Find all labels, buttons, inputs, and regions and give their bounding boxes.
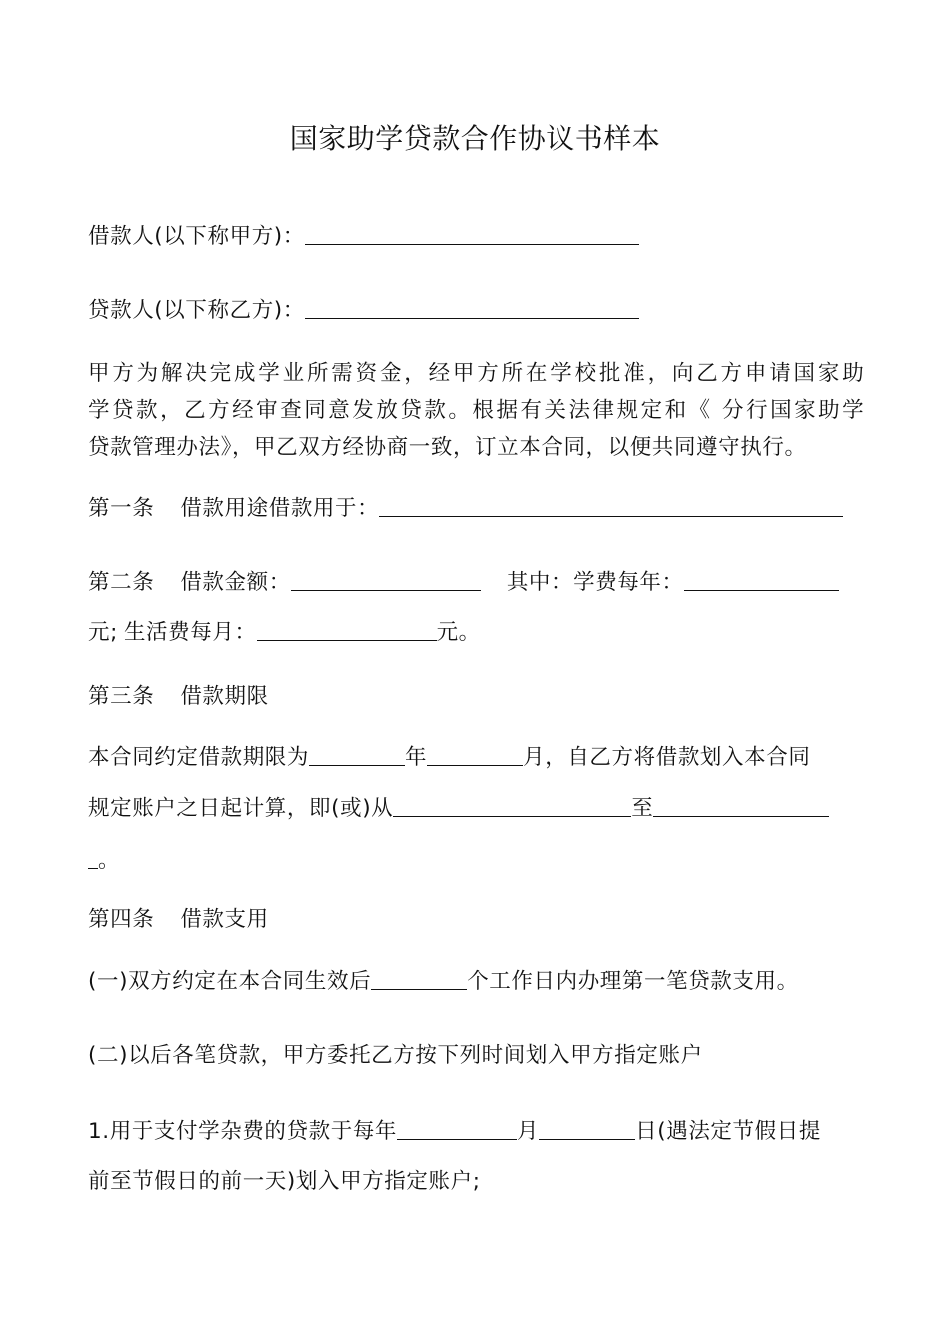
yuan-label: 元; [88,620,118,645]
article-4-sub-1 [88,1117,821,1147]
loan-amount-blank[interactable] [291,568,481,591]
tuition-label: 其中：学费每年： [506,570,684,595]
article-4-sub-1-cont: 前至节假日的前一天)划入甲方指定账户; [88,1169,481,1194]
borrower-blank[interactable] [305,222,639,245]
intro-line-1: 甲方为解决完成学业所需资金，经甲方所在学校批准，向乙方申请国家助 [88,361,864,386]
term-years-blank[interactable] [309,743,405,766]
borrower-label: 借款人(以下称甲方)： [88,224,305,249]
article-2-head: 第二条 [88,570,155,595]
sub-1-text-a: 1.用于支付学杂费的贷款于每年 [88,1119,398,1144]
item-1-text-b: 个工作日内办理第一笔贷款支用。 [467,969,799,994]
to-label: 至 [631,796,654,821]
item-1-text-a: (一)双方约定在本合同生效后 [88,969,372,994]
article-2-line-2 [88,618,481,648]
article-4-head: 第四条 [88,907,155,932]
from-date-blank[interactable] [393,794,631,817]
article-3-para-2 [88,794,829,824]
article-1-head: 第一条 [88,496,155,521]
article-4-heading [88,905,269,935]
living-label: 生活费每月： [123,620,257,645]
intro-line-2: 学贷款，乙方经审查同意发放贷款。根据有关法律规定和《 分行国家助学 [88,398,864,423]
lender-line [88,296,639,326]
loan-purpose-blank[interactable] [379,494,843,517]
year-label: 年 [405,745,428,770]
to-date-blank-cont[interactable] [88,846,98,869]
period-mark: 。 [98,848,121,873]
working-days-blank[interactable] [371,967,467,990]
lender-blank[interactable] [305,296,639,319]
document-title: 国家助学贷款合作协议书样本 [289,122,661,155]
article-1-text: 借款用途借款用于： [180,496,380,521]
yuan-end-label: 元。 [436,620,481,645]
lender-label: 贷款人(以下称乙方)： [88,298,305,323]
article-1-line [88,494,843,524]
to-date-blank[interactable] [653,794,829,817]
term-months-blank[interactable] [427,743,523,766]
article-2-line [88,568,839,598]
article-3-head: 第三条 [88,684,155,709]
article-4-item-2: (二)以后各笔贷款，甲方委托乙方按下列时间划入甲方指定账户 [88,1043,703,1068]
article-3-para-3 [88,846,120,876]
article-3-heading [88,682,269,712]
sub-1-text-c: 日(遇法定节假日提 [635,1119,821,1144]
article-3-title: 借款期限 [180,684,269,709]
intro-line-3: 贷款管理办法》，甲乙双方经协商一致，订立本合同，以便共同遵守执行。 [88,435,807,460]
article-3-para-1 [88,743,810,773]
term-rest: 月，自乙方将借款划入本合同 [523,745,811,770]
article-2-text: 借款金额： [180,570,291,595]
article-4-item-1 [88,967,799,997]
borrower-line [88,222,639,252]
living-blank[interactable] [257,618,437,641]
article-4-title: 借款支用 [180,907,269,932]
month-label: 月 [517,1119,540,1144]
payment-day-blank[interactable] [539,1117,635,1140]
from-label: 规定账户之日起计算，即(或)从 [88,796,394,821]
tuition-blank[interactable] [684,568,839,591]
payment-month-blank[interactable] [397,1117,517,1140]
term-label: 本合同约定借款期限为 [88,745,310,770]
